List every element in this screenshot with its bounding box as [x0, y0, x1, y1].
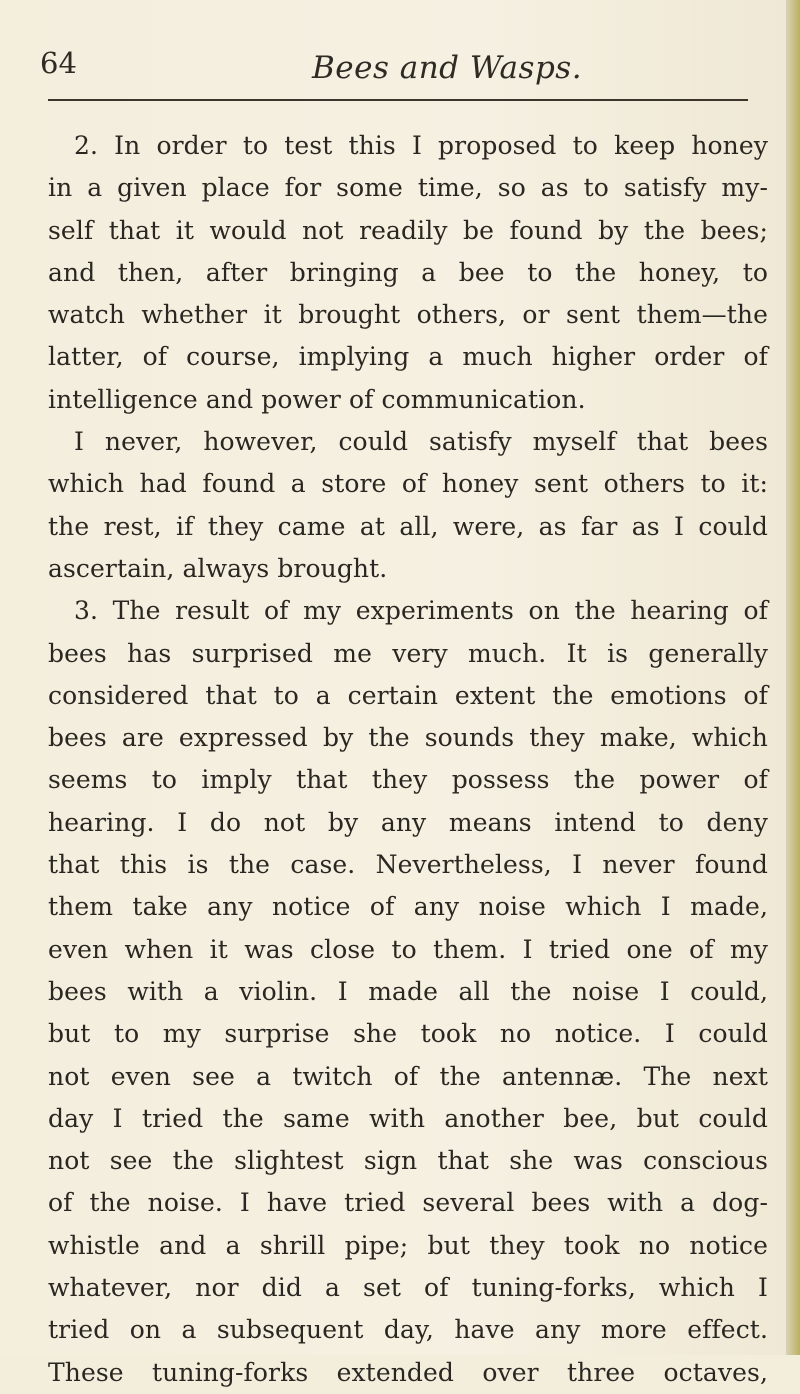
header-rule — [48, 99, 748, 101]
text-line: whistle and a shrill pipe; but they took no notice — [48, 1230, 768, 1260]
text-line: whatever, nor did a set of tuning-forks, which I — [48, 1273, 768, 1303]
text-line: not see the slightest sign that she was conscious — [48, 1146, 768, 1176]
body-text — [48, 125, 768, 1394]
text-line: intelligence and power of communication. — [48, 384, 586, 414]
text-line: and then, after bringing a bee to the honey, to — [48, 257, 768, 287]
text-line: the rest, if they came at all, were, as far as I could — [48, 511, 768, 541]
text-line: latter, of course, implying a much higher order of — [48, 342, 768, 372]
page-edge-shadow — [786, 0, 800, 1355]
text-line: not even see a twitch of the antennæ. The next — [48, 1061, 768, 1091]
text-line: seems to imply that they possess the power of — [48, 765, 768, 795]
text-line: that this is the case. Nevertheless, I never found — [48, 850, 768, 880]
text-line: which had found a store of honey sent others to it: — [48, 469, 768, 499]
text-line: bees with a violin. I made all the noise I could, — [48, 976, 768, 1006]
text-line: tried on a subsequent day, have any more effect. — [48, 1315, 768, 1345]
text-line: day I tried the same with another bee, but could — [48, 1103, 768, 1133]
text-line: 3. The result of my experiments on the hearing of — [74, 596, 768, 626]
text-line: even when it was close to them. I tried one of my — [48, 934, 768, 964]
text-line: I never, however, could satisfy myself that bees — [74, 427, 768, 457]
page-header — [40, 42, 780, 92]
text-line: 2. In order to test this I proposed to keep honey — [74, 131, 768, 160]
text-line: them take any notice of any noise which I made, — [48, 892, 768, 922]
running-title: Bees and Wasps. — [312, 50, 583, 86]
text-line: These tuning-forks extended over three octaves, — [48, 1357, 768, 1387]
text-line: considered that to a certain extent the emotions of — [48, 680, 768, 710]
text-line: hearing. I do not by any means intend to deny — [48, 807, 768, 837]
text-line: watch whether it brought others, or sent them—the — [48, 300, 768, 330]
text-line: self that it would not readily be found by the bees; — [48, 215, 768, 245]
text-line: in a given place for some time, so as to satisfy my- — [48, 173, 768, 203]
text-line: of the noise. I have tried several bees with a dog- — [48, 1188, 768, 1218]
text-line: ascertain, always brought. — [48, 553, 388, 583]
text-line: bees are expressed by the sounds they make, which — [48, 723, 768, 753]
page-number: 64 — [40, 46, 77, 80]
text-line: bees has surprised me very much. It is generally — [48, 638, 768, 668]
text-line: but to my surprise she took no notice. I could — [48, 1019, 768, 1049]
